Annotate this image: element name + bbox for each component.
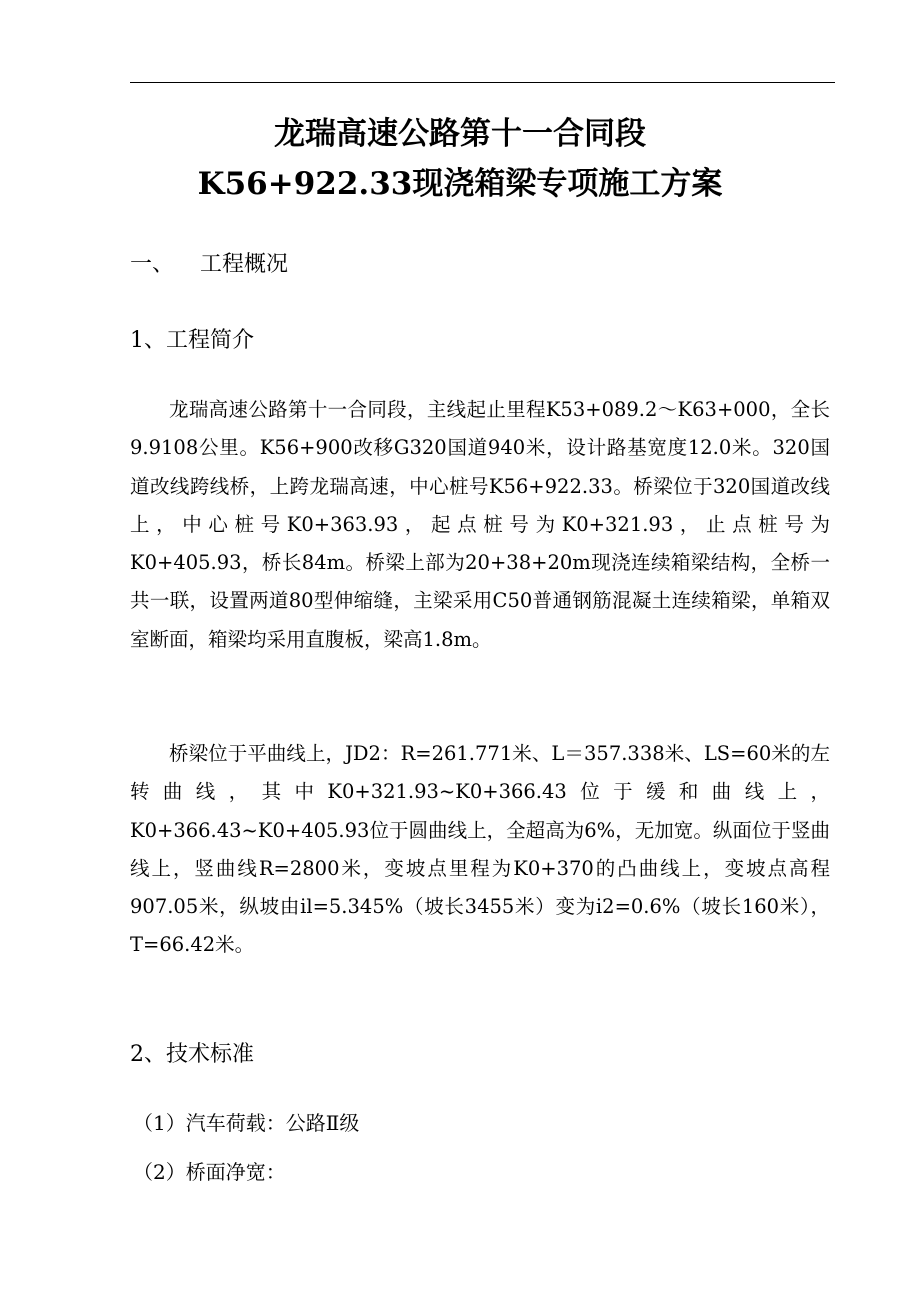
list-item: （1）汽车荷载：公路Ⅱ级 bbox=[133, 1111, 360, 1135]
subsection-heading-technical-standards: 2、技术标准 bbox=[130, 1042, 254, 1067]
section-title: 工程概况 bbox=[200, 252, 289, 277]
paragraph-alignment-details: 桥梁位于平曲线上，JD2：R=261.771米、L＝357.338米、LS=60米的左转曲线，其中K0+321.93~K0+366.43位于缓和曲线上，K0+366.43~K0+405.93位于圆曲线上，全超高为6%，无加宽。纵面位于竖曲线上，竖曲线R=2800米，变坡点里程为K0+370的凸曲线上，变坡点高程907.05米，纵坡由il=5.345%（坡长3455米）变为i2=0.6%（坡长160米），T=66.42米。 bbox=[130, 742, 830, 957]
list-item: （2）桥面净宽： bbox=[133, 1160, 286, 1184]
paragraph-project-overview: 龙瑞高速公路第十一合同段，主线起止里程K53+089.2～K63+000，全长9.9108公里。K56+900改移G320国道940米，设计路基宽度12.0米。320国道改线跨线桥，上跨龙瑞高速，中心桩号K56+922.33。桥梁位于320国道改线上，中心桩号K0+363.93，起点桩号为K0+321.93，止点桩号为K0+405.93，桥长84m。桥梁上部为20+38+20m现浇连续箱梁结构，全桥一共一联，设置两道80型伸缩缝，主梁采用C50普通钢筋混凝土连续箱梁，单箱双室断面，箱梁均采用直腹板，梁高1.8m。 bbox=[130, 398, 830, 651]
document-title-line-1: 龙瑞高速公路第十一合同段 bbox=[274, 116, 646, 152]
header-rule bbox=[130, 82, 835, 83]
subsection-heading-project-intro: 1、工程简介 bbox=[130, 328, 254, 353]
document-title-line-2: K56+922.33现浇箱梁专项施工方案 bbox=[197, 166, 723, 202]
section-number: 一、 bbox=[130, 252, 175, 277]
